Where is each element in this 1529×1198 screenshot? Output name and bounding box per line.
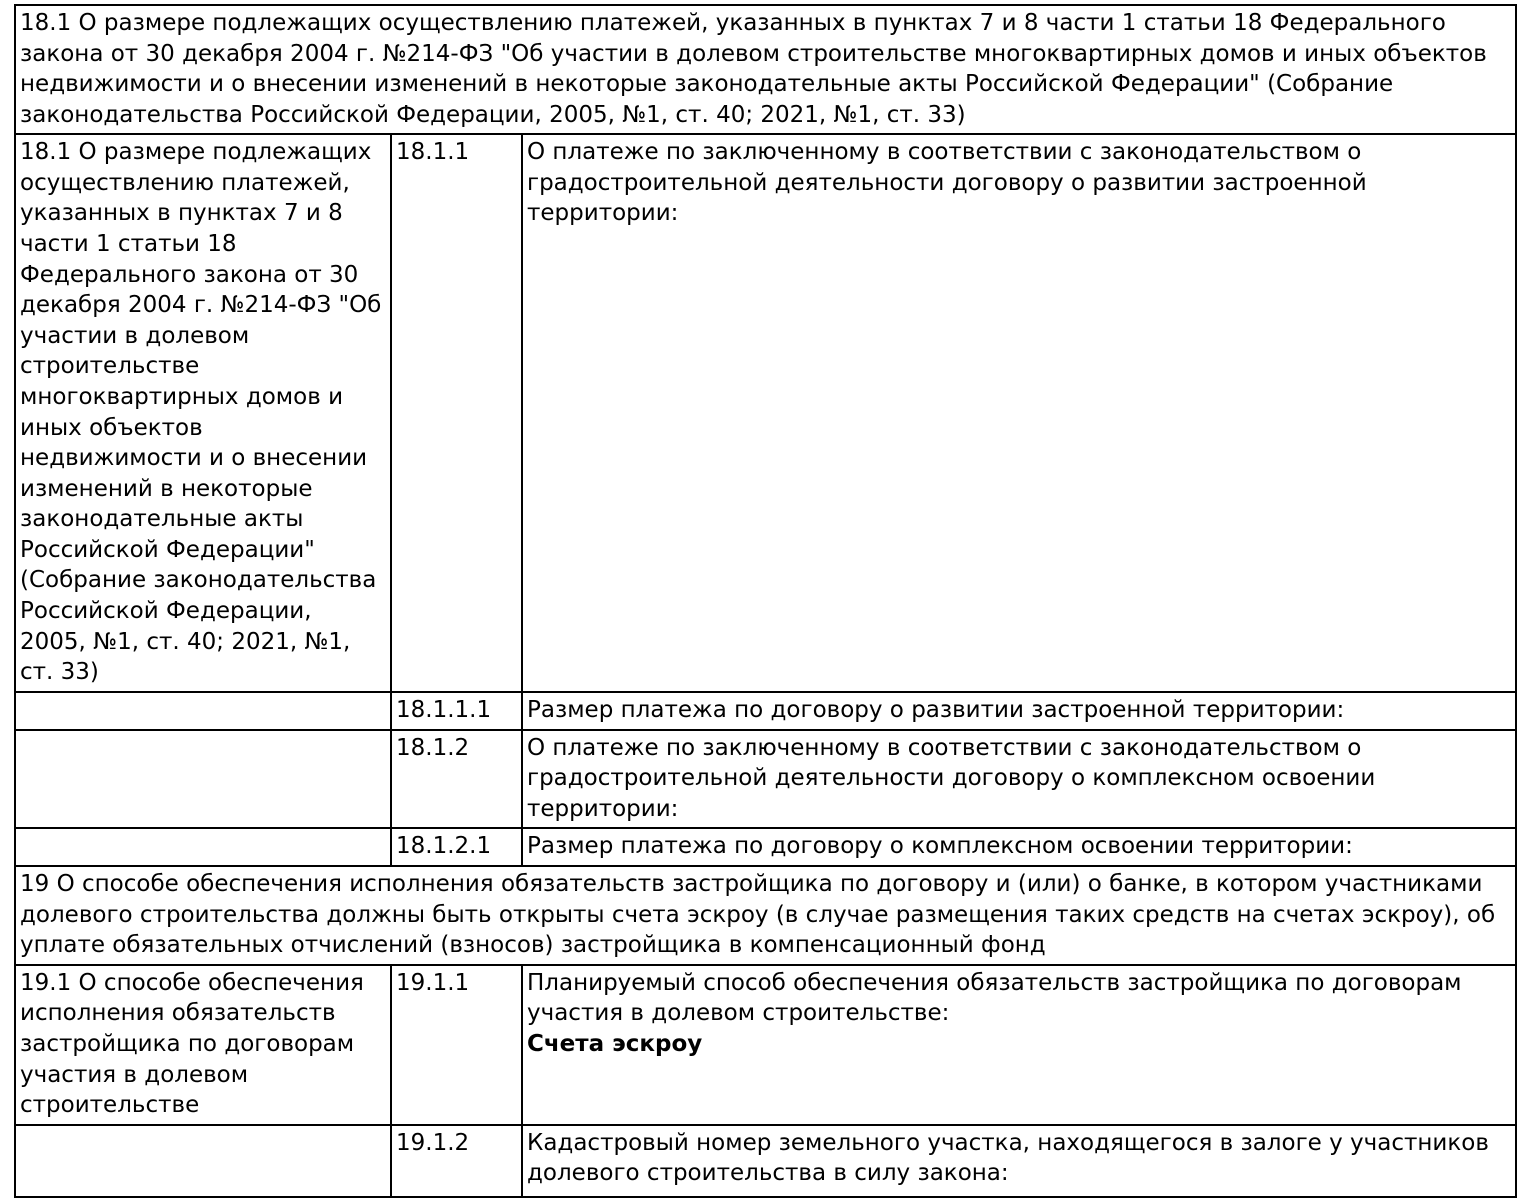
row-18-1-left-cell: 18.1 О размере подлежащих осуществлению платежей, указанных в пунктах 7 и 8 части 1 статьи 18 Федерального закона от 30 декабря 2004 г. №214-ФЗ "Об участии в долевом строительстве многоквартирных домов и иных объектов недвижимости и о внесении изменений в некоторые законодательные акты Российской Федерации" (Собрание законодательства Российской Федерации, 2005, №1, ст. 40; 2021, №1, ст. 33): [15, 134, 391, 691]
row-18-1-1-text: О платеже по заключенному в соответствии с законодательством о градостроительной деятельности договору о развитии застроенной территории:: [522, 134, 1516, 691]
escrow-value: Счета эскроу: [527, 1030, 703, 1057]
row-18-1-1-1: [15, 692, 1516, 730]
row-18-1-2-1: [15, 828, 1516, 866]
row-19-1-1-text-cell: [522, 965, 1516, 1125]
row-19-1-2: [15, 1125, 1516, 1197]
row-18-1-2: [15, 730, 1516, 829]
empty-cell: [15, 692, 391, 730]
empty-cell: [15, 730, 391, 829]
section-18-1-header-row: [15, 5, 1516, 134]
section-19-header: 19 О способе обеспечения исполнения обязательств застройщика по договору и (или) о банке, в котором участниками долевого строительства должны быть открыты счета эскроу (в случае размещения таких средств на счетах эскроу), об уплате обязательных отчислений (взносов) застройщика в компенсационный фонд: [15, 866, 1516, 965]
row-19-1-1-text: Планируемый способ обеспечения обязательств застройщика по договорам участия в долевом строительстве:: [527, 969, 1462, 1027]
row-19-1-left-cell: 19.1 О способе обеспечения исполнения обязательств застройщика по договорам участия в долевом строительстве: [15, 965, 391, 1125]
section-18-1-header: 18.1 О размере подлежащих осуществлению платежей, указанных в пунктах 7 и 8 части 1 статьи 18 Федерального закона от 30 декабря 2004 г. №214-ФЗ "Об участии в долевом строительстве многоквартирных домов и иных объектов недвижимости и о внесении изменений в некоторые законодательные акты Российской Федерации" (Собрание законодательства Российской Федерации, 2005, №1, ст. 40; 2021, №1, ст. 33): [15, 5, 1516, 134]
row-18-1-2-1-text: Размер платежа по договору о комплексном освоении территории:: [522, 828, 1516, 866]
row-18-1-2-1-code: 18.1.2.1: [391, 828, 522, 866]
row-19-1-1: [15, 965, 1516, 1125]
declaration-table: [14, 4, 1517, 1198]
row-19-1-2-text: Кадастровый номер земельного участка, находящегося в залоге у участников долевого строительства в силу закона:: [522, 1125, 1516, 1197]
row-19-1-2-code: 19.1.2: [391, 1125, 522, 1197]
row-18-1-2-text: О платеже по заключенному в соответствии с законодательством о градостроительной деятельности договору о комплексном освоении территории:: [522, 730, 1516, 829]
row-18-1-1: [15, 134, 1516, 691]
row-18-1-1-code: 18.1.1: [391, 134, 522, 691]
section-19-header-row: [15, 866, 1516, 965]
empty-cell: [15, 1125, 391, 1197]
row-18-1-2-code: 18.1.2: [391, 730, 522, 829]
row-18-1-1-1-code: 18.1.1.1: [391, 692, 522, 730]
row-19-1-1-code: 19.1.1: [391, 965, 522, 1125]
empty-cell: [15, 828, 391, 866]
row-18-1-1-1-text: Размер платежа по договору о развитии застроенной территории:: [522, 692, 1516, 730]
